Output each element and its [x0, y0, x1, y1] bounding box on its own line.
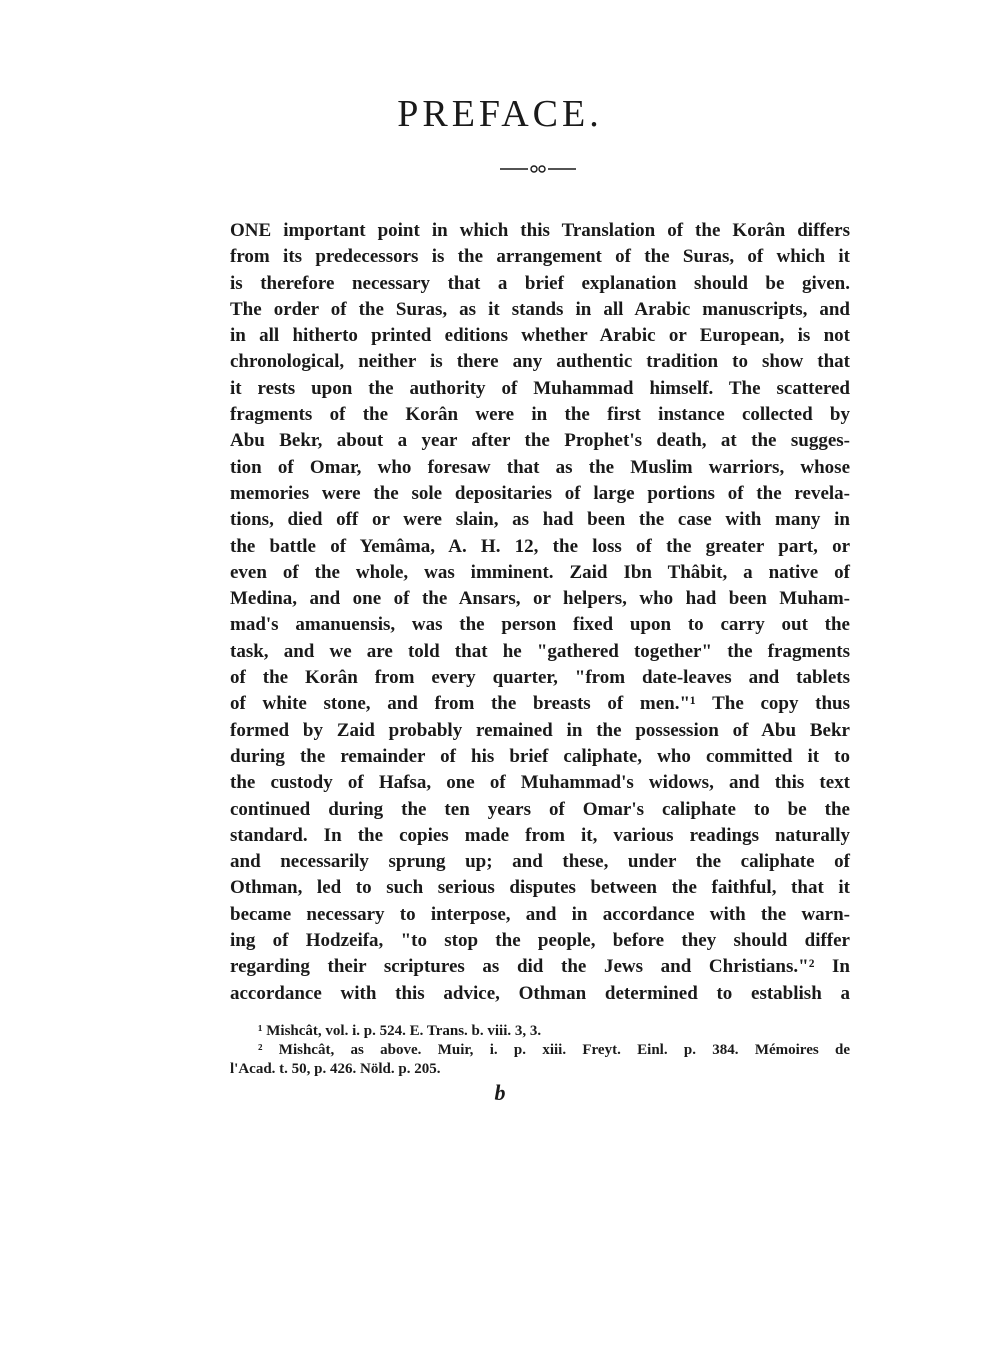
text-line: it rests upon the authority of Muhammad himself. The scattered [230, 377, 850, 399]
text-line: Othman, led to such serious disputes between the faithful, that it [230, 877, 850, 899]
text-line: mad's amanuensis, was the person fixed upon to carry out the [230, 614, 850, 636]
text-line: continued during the ten years of Omar's caliphate to be the [230, 798, 850, 820]
footnote-2: ² Mishcât, as above. Muir, i. p. xiii. Freyt. Einl. p. 384. Mémoires de [258, 1042, 850, 1058]
text-line: Medina, and one of the Ansars, or helpers, who had been Muham- [230, 588, 850, 610]
text-line: Abu Bekr, about a year after the Prophet's death, at the sugges- [230, 430, 850, 452]
footnotes [230, 1022, 850, 1079]
text-line: ing of Hodzeifa, "to stop the people, before they should differ [230, 930, 850, 952]
ornament-divider-icon [498, 162, 578, 176]
text-line: of the Korân from every quarter, "from date-leaves and tablets [230, 667, 850, 689]
text-line: even of the whole, was imminent. Zaid Ibn Thâbit, a native of [230, 561, 850, 583]
text-line: formed by Zaid probably remained in the possession of Abu Bekr [230, 719, 850, 741]
text-line: became necessary to interpose, and in accordance with the warn- [230, 903, 850, 925]
text-line: tion of Omar, who foresaw that as the Muslim warriors, whose [230, 456, 850, 478]
text-line: from its predecessors is the arrangement of the Suras, of which it [230, 246, 850, 268]
text-line: fragments of the Korân were in the first instance collected by [230, 404, 850, 426]
signature-mark: b [494, 1080, 506, 1105]
text-line: memories were the sole depositaries of large portions of the revela- [230, 482, 850, 504]
footnote-2-continued: l'Acad. t. 50, p. 426. Nöld. p. 205. [230, 1061, 441, 1077]
body-text [230, 218, 850, 1007]
text-line: and necessarily sprung up; and these, under the caliphate of [230, 851, 850, 873]
page-title: PREFACE. [397, 93, 603, 135]
text-line: the custody of Hafsa, one of Muhammad's widows, and this text [230, 772, 850, 794]
footnote-1: ¹ Mishcât, vol. i. p. 524. E. Trans. b. viii. 3, 3. [258, 1023, 542, 1039]
text-line: standard. In the copies made from it, various readings naturally [230, 824, 850, 846]
text-line: the battle of Yemâma, A. H. 12, the loss of the greater part, or [230, 535, 850, 557]
text-line: The order of the Suras, as it stands in all Arabic manuscripts, and [230, 298, 850, 320]
text-line: tions, died off or were slain, as had been the case with many in [230, 509, 850, 531]
text-line: task, and we are told that he "gathered together" the fragments [230, 640, 850, 662]
text-line: during the remainder of his brief caliphate, who committed it to [230, 745, 850, 767]
text-line: of white stone, and from the breasts of men."¹ The copy thus [230, 693, 850, 715]
text-line: accordance with this advice, Othman determined to establish a [230, 982, 850, 1004]
text-line: ONE important point in which this Translation of the Korân differs [230, 220, 850, 241]
text-line: is therefore necessary that a brief explanation should be given. [230, 272, 850, 294]
text-line: regarding their scriptures as did the Jews and Christians."² In [230, 956, 850, 978]
text-line: chronological, neither is there any authentic tradition to show that [230, 351, 850, 373]
text-line: in all hitherto printed editions whether Arabic or European, is not [230, 325, 850, 347]
